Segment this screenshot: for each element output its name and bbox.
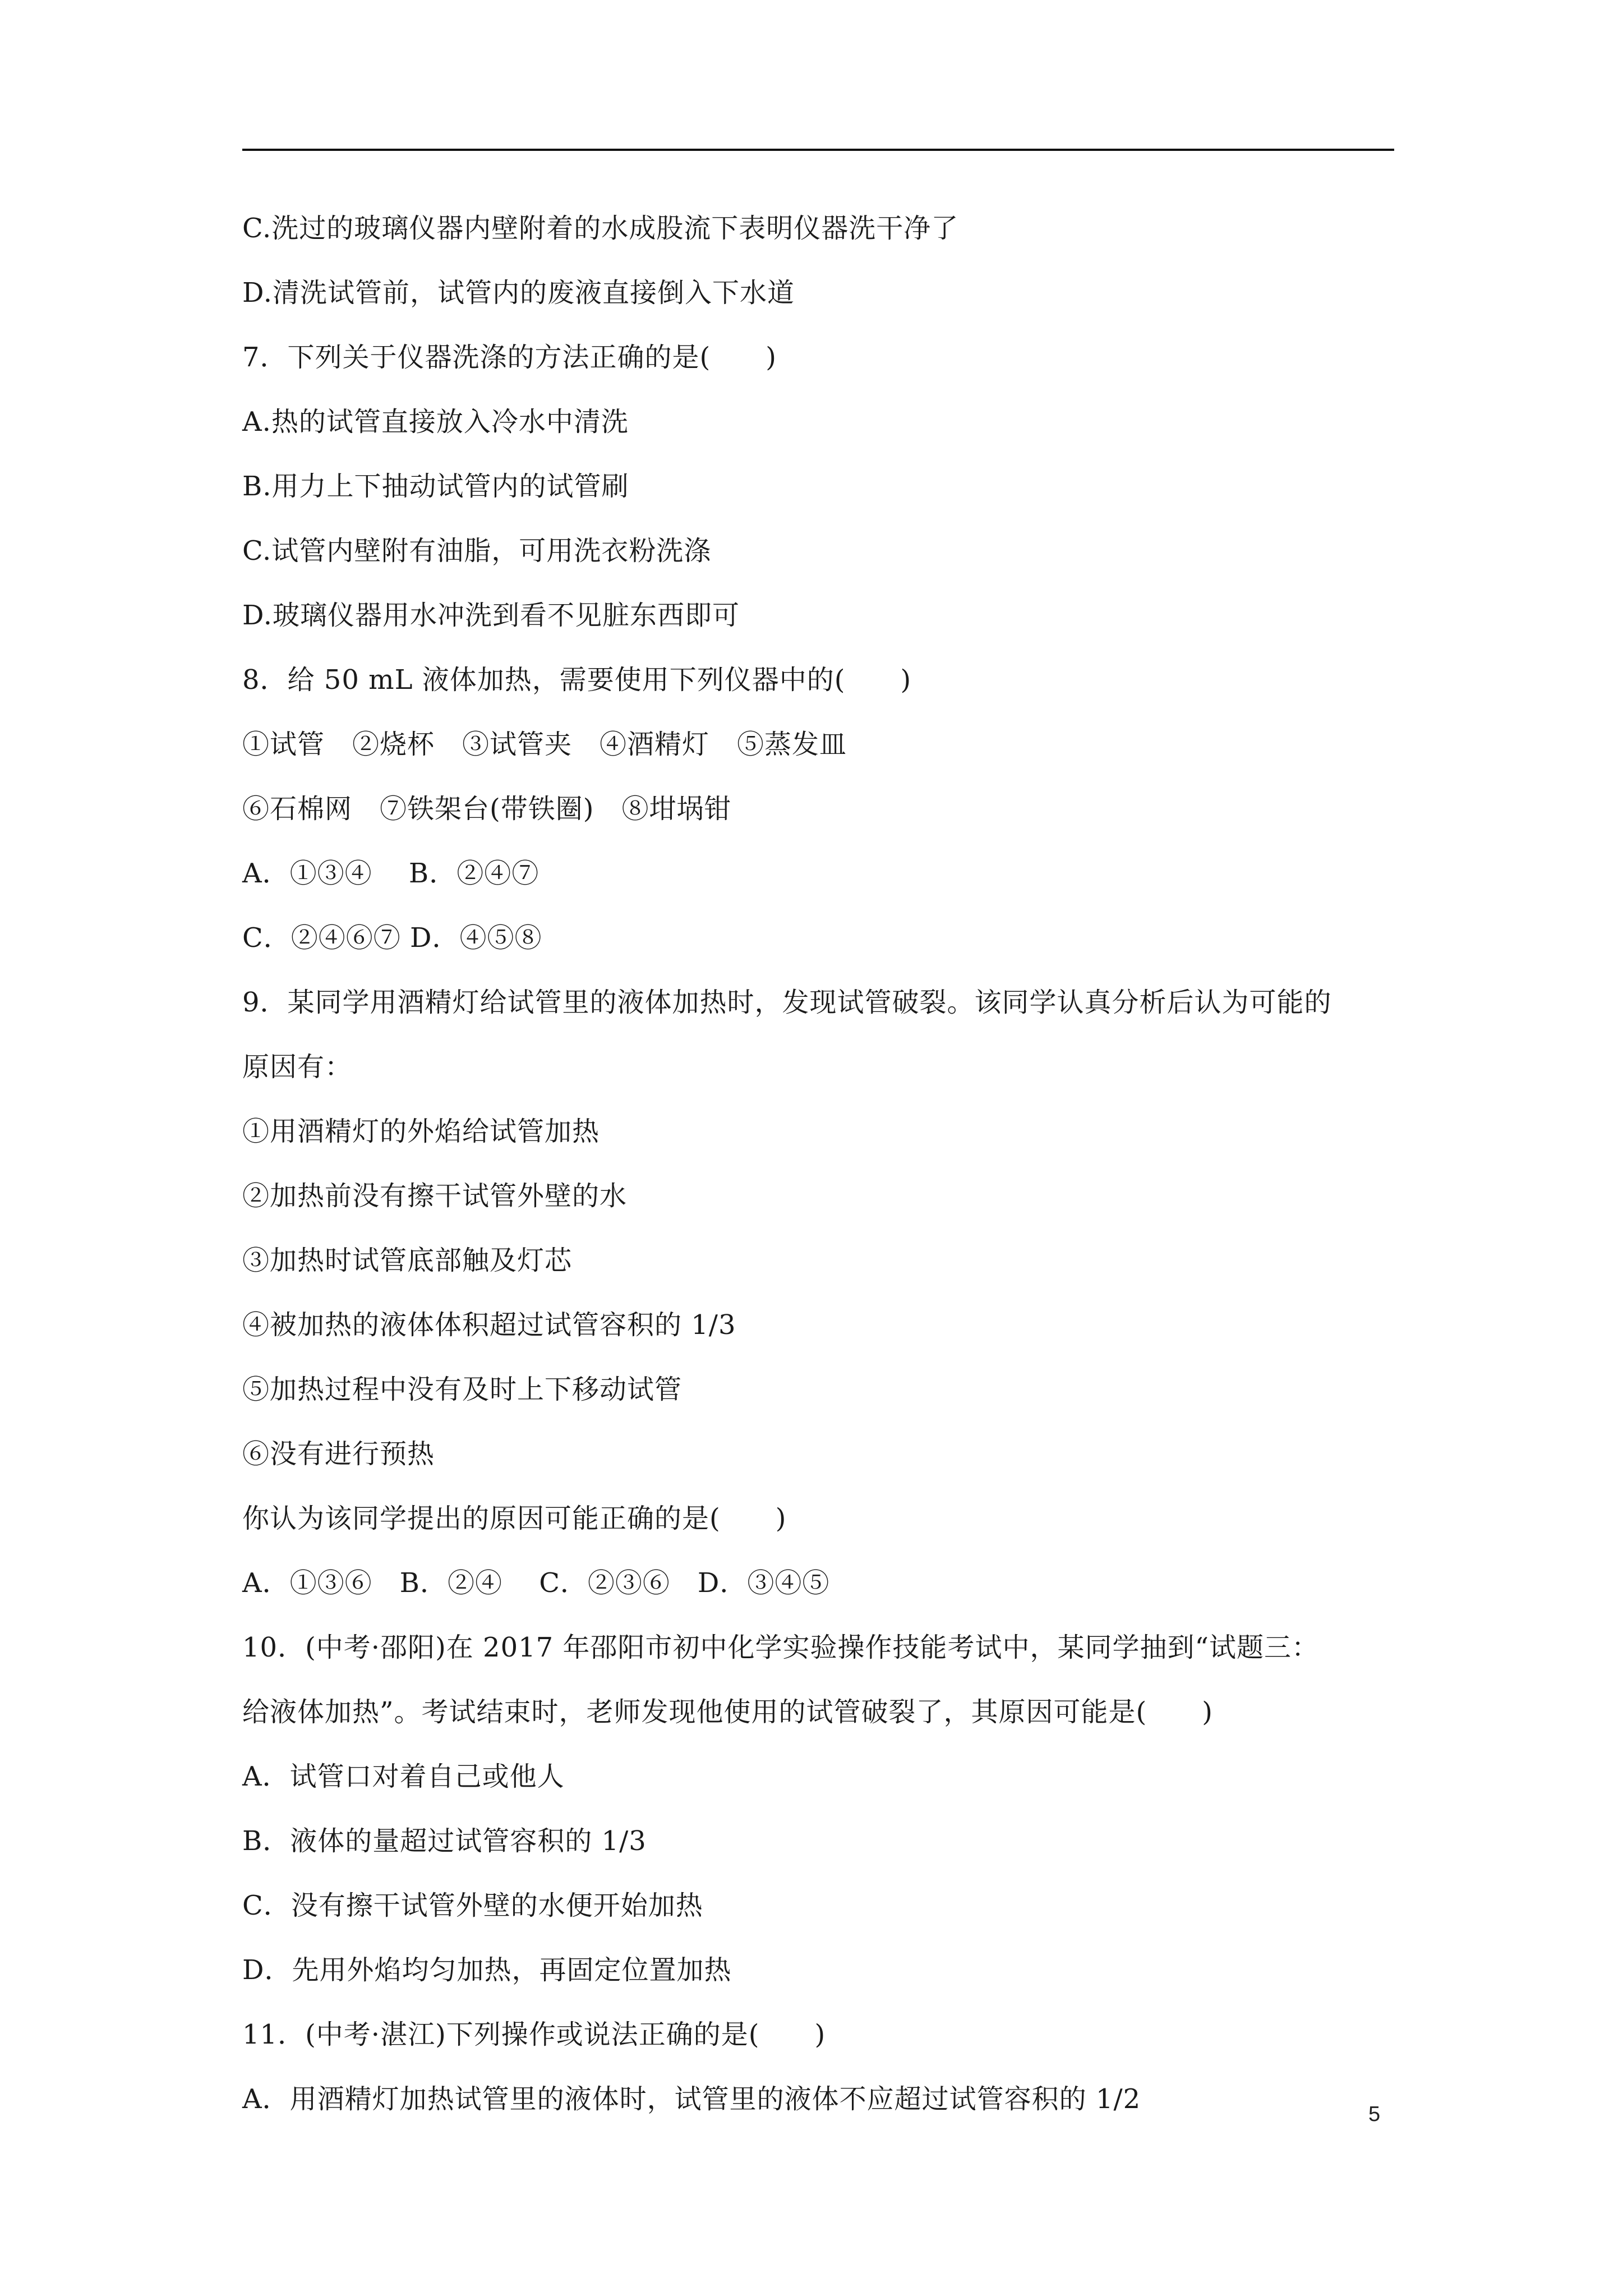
text-line: ①用酒精灯的外焰给试管加热: [242, 1116, 600, 1147]
text-line: ⑥没有进行预热: [242, 1438, 435, 1470]
text-line: ②加热前没有擦干试管外壁的水: [242, 1180, 628, 1212]
text-line: C.试管内壁附有油脂，可用洗衣粉洗涤: [242, 535, 712, 567]
text-line: D.玻璃仪器用水冲洗到看不见脏东西即可: [242, 600, 740, 631]
text-line: D.清洗试管前，试管内的废液直接倒入下水道: [242, 277, 795, 309]
text-line: 9．某同学用酒精灯给试管里的液体加热时，发现试管破裂。该同学认真分析后认为可能的: [242, 987, 1332, 1018]
page-number: 5: [1368, 2102, 1381, 2126]
text-line: 你认为该同学提出的原因可能正确的是( ): [242, 1503, 787, 1534]
text-line: 原因有：: [242, 1051, 353, 1083]
text-line: C．②④⑥⑦ D．④⑤⑧: [242, 922, 542, 954]
text-line: ⑤加热过程中没有及时上下移动试管: [242, 1374, 683, 1405]
text-line: ④被加热的液体体积超过试管容积的 1/3: [242, 1309, 736, 1341]
text-line: 7．下列关于仪器洗涤的方法正确的是( ): [242, 342, 777, 373]
text-line: A．①③⑥ B．②④ C．②③⑥ D．③④⑤: [242, 1567, 830, 1599]
header-rule: [242, 149, 1394, 151]
text-line: C.洗过的玻璃仪器内壁附着的水成股流下表明仪器洗干净了: [242, 213, 959, 244]
text-line: 10．(中考·邵阳)在 2017 年邵阳市初中化学实验操作技能考试中，某同学抽到“试题三：: [242, 1632, 1320, 1663]
text-line: ③加热时试管底部触及灯芯: [242, 1245, 573, 1276]
text-line: A．试管口对着自己或他人: [242, 1761, 565, 1792]
text-line: B．液体的量超过试管容积的 1/3: [242, 1825, 647, 1857]
page-content: [242, 196, 1398, 2132]
text-line: C．没有擦干试管外壁的水便开始加热: [242, 1890, 703, 1921]
text-line: ⑥石棉网 ⑦铁架台(带铁圈) ⑧坩埚钳: [242, 793, 732, 825]
text-line: A．①③④ B．②④⑦: [242, 858, 540, 889]
text-line: 8．给 50 mL 液体加热，需要使用下列仪器中的( ): [242, 664, 912, 696]
text-line: 给液体加热”。考试结束时，老师发现他使用的试管破裂了，其原因可能是( ): [242, 1696, 1213, 1728]
text-line: A．用酒精灯加热试管里的液体时，试管里的液体不应超过试管容积的 1/2: [242, 2083, 1141, 2115]
text-line: 11．(中考·湛江)下列操作或说法正确的是( ): [242, 2019, 826, 2050]
text-line: A.热的试管直接放入冷水中清洗: [242, 406, 629, 438]
text-line: B.用力上下抽动试管内的试管刷: [242, 471, 629, 502]
text-line: ①试管 ②烧杯 ③试管夹 ④酒精灯 ⑤蒸发皿: [242, 729, 847, 760]
text-line: D．先用外焰均匀加热，再固定位置加热: [242, 1954, 732, 1986]
